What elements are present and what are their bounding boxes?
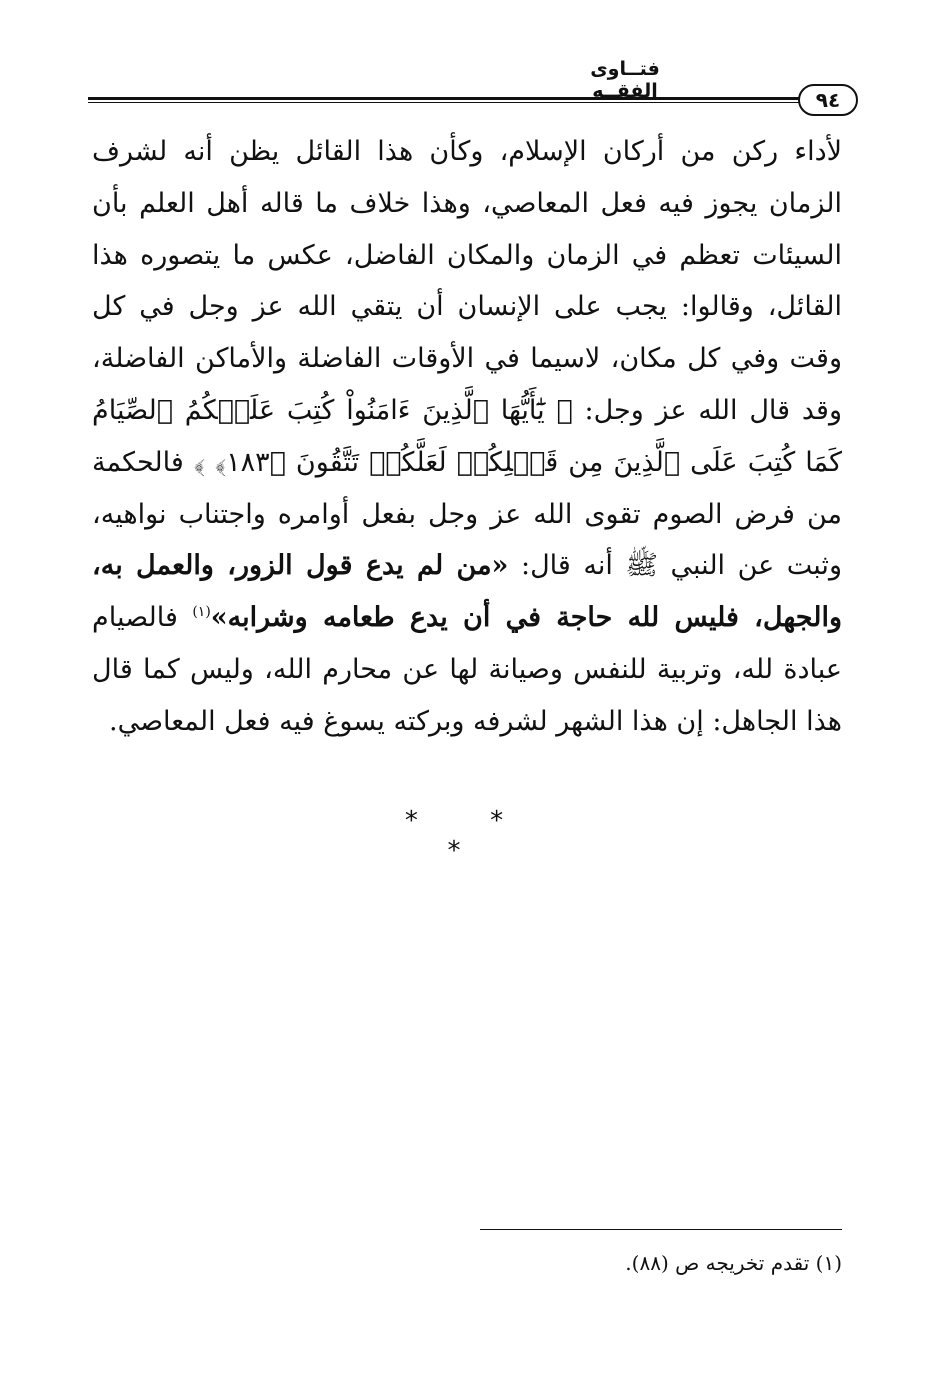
footnote-rule — [480, 1229, 842, 1230]
quran-verse: ﴿ يَٰٓأَيُّهَا ٱلَّذِينَ ءَامَنُواْ كُتِبَ عَلَيۡكُمُ ٱلصِّيَامُ كَمَا كُتِبَ عَلَى ٱلَّذِينَ مِن قَبۡلِكُمۡ لَعَلَّكُمۡ تَتَّقُونَ ﴿١٨٣﴾ ﴾ — [92, 394, 842, 478]
paragraph-text-3: فالصيام عبادة لله، وتربية للنفس وصيانة لها عن محارم الله، وليس كما قال هذا الجاهل: إن هذا الشهر لشرفه وبركته يسوغ فيه فعل المعاصي. — [92, 602, 842, 737]
running-header-title: فتــاوى الفقــه — [590, 58, 660, 102]
header-rule — [88, 97, 800, 103]
main-paragraph — [92, 126, 842, 748]
paragraph-text-1: لأداء ركن من أركان الإسلام، وكأن هذا القائل يظن أنه لشرف الزمان يجوز فيه فعل المعاصي، وهذا خلاف ما قاله أهل العلم بأن السيئات تعظم في الزمان والمكان الفاضل، عكس ما يتصوره هذا القائل، وقالوا: يجب على الإنسان أن يتقي الله عز وجل في كل وقت وفي كل مكان، لاسيما في الأوقات الفاضلة والأماكن الفاضلة، وقد قال الله عز وجل: — [92, 136, 842, 426]
hadith-quote: «من لم يدع قول الزور، والعمل به، والجهل، فليس لله حاجة في أن يدع طعامه وشرابه» — [92, 550, 842, 634]
page-number: ٩٤ — [798, 84, 858, 116]
footnote: (١) تقدم تخريجه ص (٨٨). — [625, 1251, 842, 1275]
footnote-reference[interactable]: (١) — [192, 604, 211, 621]
paragraph-text-2: فالحكمة من فرض الصوم تقوى الله عز وجل بفعل أوامره واجتناب نواهيه، وثبت عن النبي ﷺ أنه قال: — [92, 446, 842, 582]
section-separator: * * * — [404, 806, 536, 866]
